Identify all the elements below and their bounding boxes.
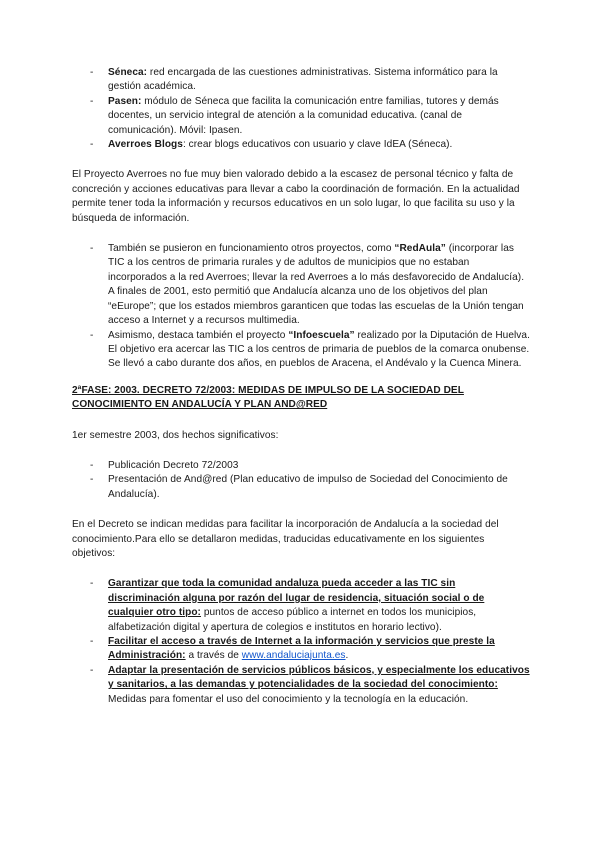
list-dash: - — [90, 329, 94, 341]
paragraph-averroes: El Proyecto Averroes no fue muy bien valorado debido a la escasez de personal técnico y falta de concreción y acciones educativas para llevar a cabo la coordinación de formación. En la actualidad permite tener toda la información y recursos educativos en un solo lugar, lo que facilita su uso y la búsqueda de información. — [72, 169, 520, 224]
objective-title: Adaptar la presentación de servicios públicos básicos, y especialmente los educativos y sanitarios, a las demandas y potencialidades de la sociedad del conocimiento: — [108, 664, 530, 691]
andaluciajunta-link[interactable]: www.andaluciajunta.es — [241, 650, 346, 662]
list-dash: - — [90, 95, 94, 107]
list-item-pasen — [72, 95, 530, 138]
list-dash: - — [90, 474, 94, 486]
objective-title: Facilitar el acceso a través de Internet a la información y servicios que preste la Administración: — [108, 636, 495, 662]
list-dash: - — [90, 67, 94, 78]
paragraph-decreto: En el Decreto se indican medidas para facilitar la incorporación de Andalucía a la sociedad del conocimiento.Para ello se detallaron medidas, traducidas educativamente en los siguientes objetivos: — [72, 519, 499, 559]
list-item-objective-3 — [72, 664, 530, 707]
list-item-objective-1 — [72, 577, 530, 635]
events-list — [72, 459, 530, 502]
objective-title: Garantizar que toda la comunidad andaluza pueda acceder a las TIC sin discriminación alguna por razón del lugar de residencia, situación social o de cualquier otro tipo: — [108, 578, 485, 619]
list-item-objective-2 — [72, 635, 530, 664]
paragraph-semester: 1er semestre 2003, dos hechos significativos: — [72, 429, 279, 441]
text-span: . — [345, 650, 349, 662]
list-item-redaula — [72, 242, 530, 328]
objectives-list — [72, 577, 530, 707]
list-dash: - — [90, 636, 94, 647]
term-pasen: Pasen: — [108, 95, 142, 107]
text-span: También se pusieron en funcionamiento otros proyectos, como — [108, 243, 395, 255]
desc-averroes-blogs: : crear blogs educativos con usuario y clave IdEA (Séneca). — [182, 139, 453, 151]
list-item-infoescuela — [72, 329, 530, 372]
term-redaula: “RedAula” — [394, 243, 446, 255]
list-item-andared — [72, 473, 530, 502]
desc-seneca: red encargada de las cuestiones administrativas. Sistema informático para la gestión académica. — [108, 67, 498, 93]
list-item-decreto — [72, 459, 530, 473]
desc-pasen: módulo de Séneca que facilita la comunicación entre familias, tutores y demás docentes, un servicio integral de atención a la comunidad educativa. (canal de comunicación). Móvil: Ipasen. — [108, 95, 499, 136]
list-dash: - — [90, 664, 94, 676]
list-dash: - — [90, 459, 94, 471]
text-span: Publicación Decreto 72/2003 — [108, 459, 239, 471]
text-span: realizado por la Diputación de Huelva. El objetivo era acercar las TIC a los centros de primaria de pueblos de la comarca onubense. Se llevó a cabo durante dos años, en pueblos de Aracena, el Andévalo y la Cuenca Minera. — [108, 329, 530, 370]
text-span: Asimismo, destaca también el proyecto — [108, 329, 289, 341]
platforms-list — [72, 66, 530, 152]
list-dash: - — [90, 578, 94, 590]
term-seneca: Séneca: — [108, 67, 148, 78]
term-averroes-blogs: Averroes Blogs — [108, 139, 183, 151]
text-span: puntos de acceso público a internet en todos los municipios, alfabetización digital y apertura de colegios e institutos en horario lectivo). — [108, 607, 477, 633]
text-span: Medidas para fomentar el uso del conocimiento y la tecnología en la educación. — [108, 693, 469, 705]
projects-list — [72, 242, 530, 372]
text-span: Presentación de And@red (Plan educativo de impulso de Sociedad del Conocimiento de Andalucía). — [108, 474, 508, 500]
list-item-averroes-blogs — [72, 138, 530, 152]
list-item-seneca — [72, 66, 530, 95]
text-span: a través de — [185, 650, 242, 662]
list-dash: - — [90, 139, 94, 151]
section-heading: 2ªFASE: 2003. DECRETO 72/2003: MEDIDAS DE IMPULSO DE LA SOCIEDAD DEL CONOCIMIENTO EN ANDALUCÍA Y PLAN AND@RED — [72, 384, 464, 411]
term-infoescuela: “Infoescuela” — [288, 329, 355, 341]
document-page — [72, 66, 530, 707]
list-dash: - — [90, 243, 94, 255]
text-span: (incorporar las TIC a los centros de primaria rurales y de adultos de municipios que no estaban incorporados a la red Averroes; llevar la red Averroes a lo más desfavorecido de Andalucía). A finales de 2001, esto permitió que Andalucía alcanza uno de los objetivos del plan “eEurope”; que los estados miembros garanticen que todas las escuelas de la Unión tengan acceso a Internet y a recursos multimedia. — [108, 243, 525, 327]
